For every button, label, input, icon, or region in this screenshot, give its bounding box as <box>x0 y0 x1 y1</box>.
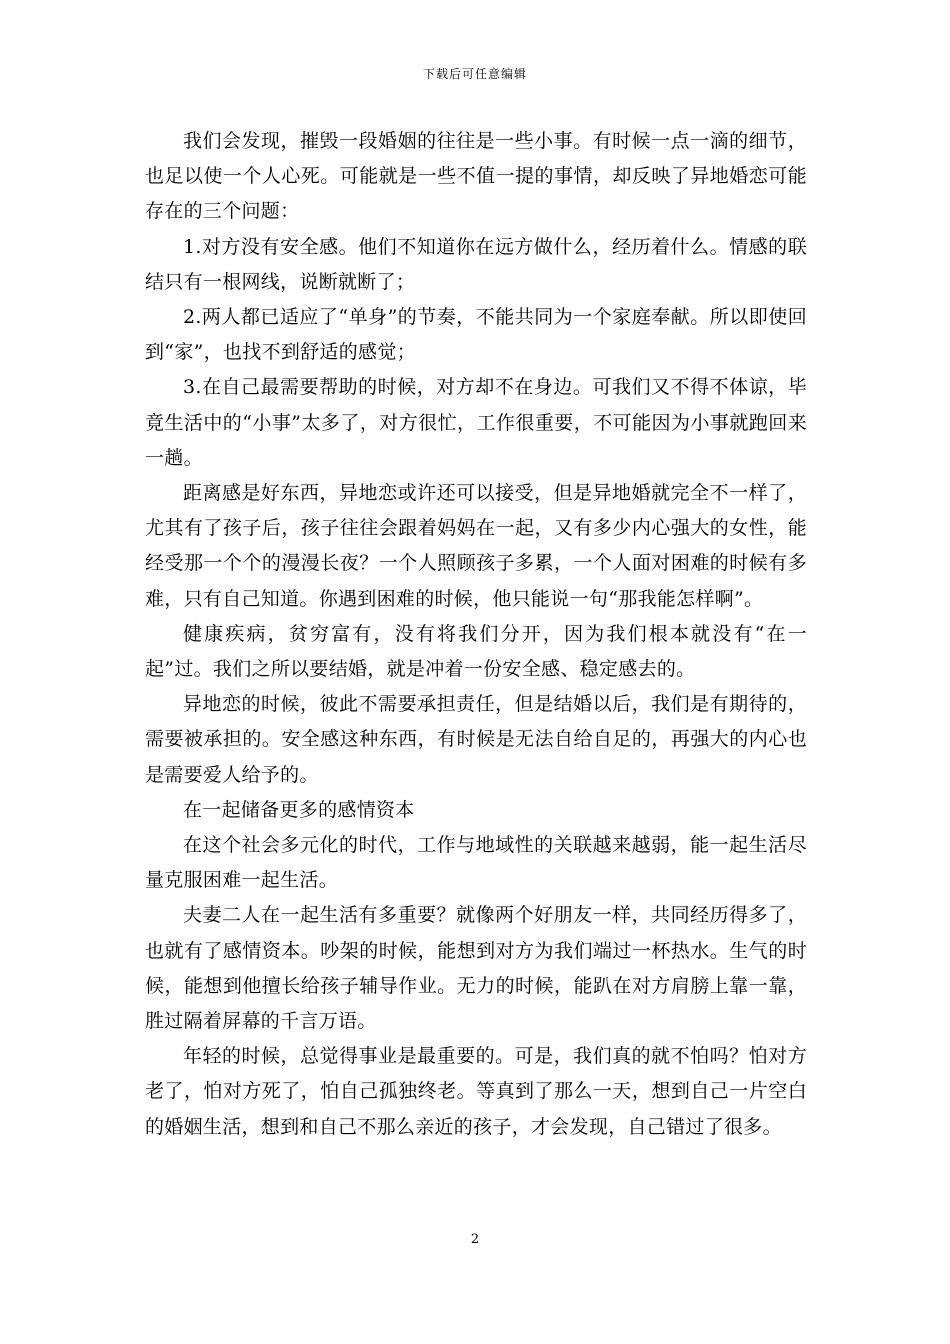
list-item-paragraph: 2.两人都已适应了“单身”的节奏，不能共同为一个家庭奉献。所以即使回到“家”，也找不到舒适的感觉； <box>145 306 807 364</box>
paragraph: 异地恋的时候，彼此不需要承担责任，但是结婚以后，我们是有期待的，需要被承担的。安全感这种东西，有时候是无法自给自足的，再强大的内心也是需要爱人给予的。 <box>145 693 807 786</box>
section-heading: 在一起储备更多的感情资本 <box>183 798 415 821</box>
list-item-paragraph: 1.对方没有安全感。他们不知道你在远方做什么，经历着什么。情感的联结只有一根网线，说断就断了； <box>145 235 807 293</box>
document-body <box>145 124 807 1145</box>
list-item-paragraph: 3.在自己最需要帮助的时候，对方却不在身边。可我们又不得不体谅，毕竟生活中的“小事”太多了，对方很忙，工作很重要，不可能因为小事就跑回来一趟。 <box>145 376 807 469</box>
paragraph: 年轻的时候，总觉得事业是最重要的。可是，我们真的就不怕吗？怕对方老了，怕对方死了，怕自己孤独终老。等真到了那么一天，想到自己一片空白的婚姻生活，想到和自己不那么亲近的孩子，才会发现，自己错过了很多。 <box>145 1045 807 1138</box>
paragraph: 健康疾病，贫穷富有，没有将我们分开，因为我们根本就没有“在一起”过。我们之所以要结婚，就是冲着一份安全感、稳定感去的。 <box>145 622 807 681</box>
page-number: 2 <box>470 1232 480 1247</box>
page-header: 下载后可任意编辑 <box>422 67 527 81</box>
paragraph: 夫妻二人在一起生活有多重要？就像两个好朋友一样，共同经历得多了，也就有了感情资本。吵架的时候，能想到对方为我们端过一杯热水。生气的时候，能想到他擅长给孩子辅导作业。无力的时候，能趴在对方肩膀上靠一靠，胜过隔着屏幕的千言万语。 <box>145 904 807 1033</box>
paragraph: 在这个社会多元化的时代，工作与地域性的关联越来越弱，能一起生活尽量克服困难一起生活。 <box>145 834 807 892</box>
paragraph: 距离感是好东西，异地恋或许还可以接受，但是异地婚就完全不一样了，尤其有了孩子后，孩子往往会跟着妈妈在一起，又有多少内心强大的女性，能经受那一个个的漫漫长夜？一个人照顾孩子多累，一个人面对困难的时候有多难，只有自己知道。你遇到困难的时候，他只能说一句“那我能怎样啊”。 <box>145 482 807 610</box>
paragraph: 我们会发现，摧毁一段婚姻的往往是一些小事。有时候一点一滴的细节，也足以使一个人心死。可能就是一些不值一提的事情，却反映了异地婚恋可能存在的三个问题： <box>145 130 807 223</box>
